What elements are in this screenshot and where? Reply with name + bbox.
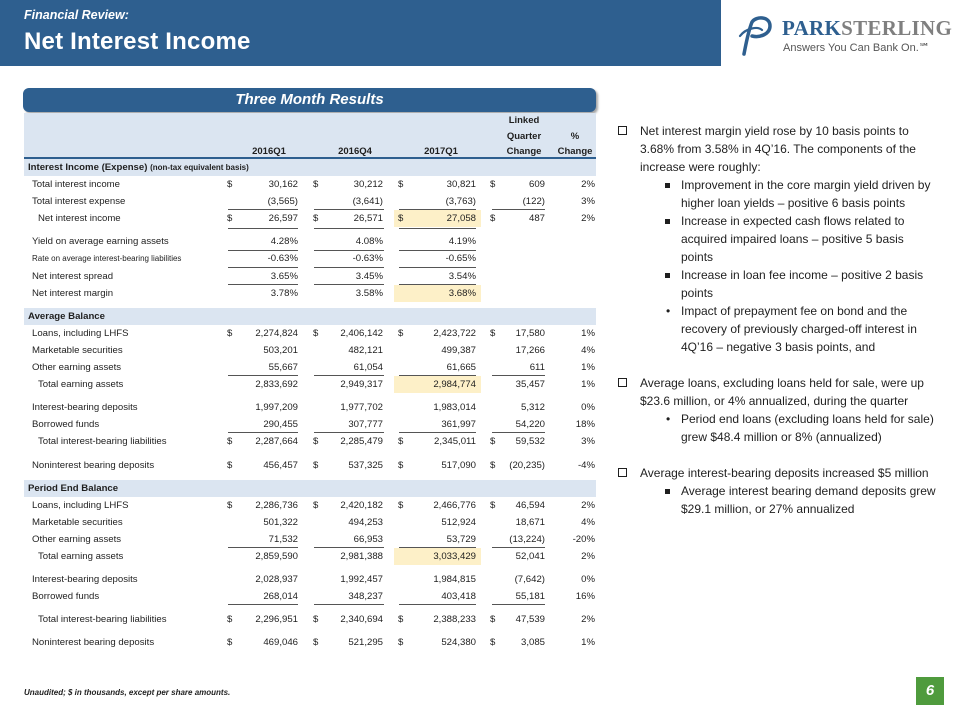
cell-change: 609 — [528, 179, 545, 191]
table-row — [24, 210, 596, 227]
table-row — [24, 548, 596, 565]
table-row — [24, 433, 596, 450]
dollar-sign: $ — [313, 327, 319, 339]
table-row — [24, 497, 596, 514]
cell-2017q1: 2,388,233 — [433, 614, 476, 626]
cell-pct-change: -20% — [572, 533, 595, 545]
square-bullet-icon — [665, 273, 670, 278]
bullet-text: Average interest-bearing deposits increased $5 million — [640, 466, 929, 480]
bullet-text: Improvement in the core margin yield driven by higher loan yields – positive 6 basis points — [681, 178, 931, 210]
row-label: Interest-bearing deposits — [32, 402, 138, 414]
dollar-sign: $ — [490, 436, 496, 448]
cell-2016q1: 2,859,590 — [255, 550, 298, 562]
cell-change: 3,085 — [520, 637, 545, 649]
table-row — [24, 342, 596, 359]
cell-2016q4: 30,212 — [353, 179, 383, 191]
cell-2016q4: 3.58% — [355, 287, 383, 299]
cell-change: 5,312 — [520, 402, 545, 414]
cell-2016q1: 501,322 — [263, 516, 298, 528]
section-interest-income — [24, 159, 596, 176]
dollar-sign: $ — [490, 614, 496, 626]
row-label: Loans, including LHFS — [32, 327, 129, 339]
cell-pct-change: 2% — [581, 550, 595, 562]
cell-2017q1: 3.68% — [448, 287, 476, 299]
cell-2016q1: 456,457 — [263, 459, 298, 471]
table-row — [24, 359, 596, 376]
cell-change: (7,642) — [514, 574, 545, 586]
col-header-pct: % — [570, 131, 580, 142]
dollar-sign: $ — [227, 213, 233, 225]
cell-2017q1: 53,729 — [446, 533, 476, 545]
cell-2016q1: 2,274,824 — [255, 327, 298, 339]
sub-bullet — [617, 266, 937, 302]
dollar-sign: $ — [227, 499, 233, 511]
cell-2017q1: 3.54% — [448, 270, 476, 282]
col-header-pct-change: Change — [557, 146, 593, 157]
cell-change: 59,532 — [515, 436, 545, 448]
cell-2016q1: 4.28% — [270, 236, 298, 248]
row-label: Total earning assets — [38, 550, 124, 562]
cell-2016q4: 2,949,317 — [340, 379, 383, 391]
cell-2016q1: 503,201 — [263, 344, 298, 356]
table-row — [24, 416, 596, 433]
section-subtitle: (non-tax equivalent basis) — [150, 163, 249, 172]
cell-2016q4: 26,571 — [353, 213, 383, 225]
bullet-text: Period end loans (excluding loans held for sale) grew $48.4 million or 8% (annualized) — [681, 412, 934, 444]
cell-pct-change: 3% — [581, 436, 595, 448]
company-logo — [734, 14, 953, 58]
dollar-sign: $ — [313, 459, 319, 471]
dot-bullet-icon: • — [666, 304, 671, 318]
cell-2016q4: 2,981,388 — [340, 550, 383, 562]
col-header-2016q1: 2016Q1 — [252, 146, 286, 157]
cell-pct-change: 0% — [581, 574, 595, 586]
dollar-sign: $ — [313, 213, 319, 225]
table-row — [24, 514, 596, 531]
cell-pct-change: -4% — [577, 459, 595, 471]
row-label: Total interest income — [32, 179, 120, 191]
cell-2016q1: 55,667 — [268, 362, 298, 374]
bullet-text: Net interest margin yield rose by 10 basis points to 3.68% from 3.58% in 4Q’16. The components of the increase were roughly: — [640, 124, 916, 174]
footnote: Unaudited; $ in thousands, except per share amounts. — [24, 688, 231, 697]
table-row — [24, 325, 596, 342]
square-bullet-icon — [665, 183, 670, 188]
cell-change: 35,457 — [515, 379, 545, 391]
row-label: Borrowed funds — [32, 591, 100, 603]
cell-2017q1: 30,821 — [446, 179, 476, 191]
table-row — [24, 611, 596, 628]
cell-2016q4: 2,406,142 — [340, 327, 383, 339]
dollar-sign: $ — [227, 327, 233, 339]
dollar-sign: $ — [313, 614, 319, 626]
table-row — [24, 588, 596, 605]
dollar-sign: $ — [490, 637, 496, 649]
cell-change: 17,580 — [515, 327, 545, 339]
cell-change: (122) — [522, 196, 545, 208]
cell-2016q1: 268,014 — [263, 591, 298, 603]
row-label: Total interest expense — [32, 196, 126, 208]
cell-change: (13,224) — [509, 533, 545, 545]
cell-2017q1: (3,763) — [445, 196, 476, 208]
cell-2016q4: 537,325 — [348, 459, 383, 471]
row-label: Noninterest bearing deposits — [32, 459, 155, 471]
dollar-sign: $ — [313, 436, 319, 448]
cell-pct-change: 4% — [581, 516, 595, 528]
table-row — [24, 634, 596, 651]
cell-2017q1: 512,924 — [441, 516, 476, 528]
cell-2016q4: -0.63% — [352, 253, 383, 265]
table-row — [24, 250, 596, 267]
table-row — [24, 376, 596, 393]
cell-change: 55,181 — [515, 591, 545, 603]
cell-2017q1: 4.19% — [448, 236, 476, 248]
dollar-sign: $ — [227, 436, 233, 448]
cell-change: 17,266 — [515, 344, 545, 356]
row-label: Noninterest bearing deposits — [32, 637, 155, 649]
cell-2016q1: 2,287,664 — [255, 436, 298, 448]
row-label: Total interest-bearing liabilities — [38, 614, 167, 626]
dollar-sign: $ — [313, 637, 319, 649]
bullet-text: Impact of prepayment fee on bond and the recovery of previously charged-off interest in 4Q’16 – negative 3 basis points, and — [681, 304, 917, 354]
checkbox-bullet-icon — [618, 378, 627, 387]
dollar-sign: $ — [227, 459, 233, 471]
square-bullet-icon — [665, 489, 670, 494]
cell-change: 487 — [528, 213, 545, 225]
table-header — [24, 113, 596, 159]
table-row — [24, 268, 596, 285]
cell-change: 47,539 — [515, 614, 545, 626]
row-label: Net interest margin — [32, 287, 114, 299]
row-label: Marketable securities — [32, 516, 123, 528]
cell-2016q4: 482,121 — [348, 344, 383, 356]
cell-change: 46,594 — [515, 499, 545, 511]
cell-pct-change: 2% — [581, 213, 595, 225]
bullet-text: Increase in expected cash flows related to acquired impaired loans – positive 5 basis points — [681, 214, 905, 264]
cell-2016q4: 307,777 — [348, 419, 383, 431]
bullet-text: Average interest bearing demand deposits grew $29.1 million, or 27% annualized — [681, 484, 936, 516]
sub-bullet — [617, 212, 937, 266]
results-banner: Three Month Results — [23, 88, 596, 112]
cell-2016q4: 2,340,694 — [340, 614, 383, 626]
sub-bullet — [617, 410, 937, 446]
bullet-deposits — [617, 464, 937, 482]
table-row — [24, 531, 596, 548]
cell-pct-change: 1% — [581, 379, 595, 391]
cell-2016q1: 469,046 — [263, 637, 298, 649]
header-subtitle: Financial Review: — [24, 8, 129, 22]
dollar-sign: $ — [490, 459, 496, 471]
section-period-end-balance — [24, 480, 596, 497]
row-label: Total earning assets — [38, 379, 124, 391]
row-label: Rate on average interest-bearing liabilities — [32, 254, 182, 264]
cell-pct-change: 1% — [581, 637, 595, 649]
row-label: Other earning assets — [32, 362, 122, 374]
dollar-sign: $ — [227, 637, 233, 649]
cell-2016q4: 1,992,457 — [340, 574, 383, 586]
cell-change: 611 — [529, 362, 545, 374]
cell-change: (20,235) — [509, 459, 545, 471]
bullet-text: Increase in loan fee income – positive 2 basis points — [681, 268, 924, 300]
cell-2016q4: (3,641) — [352, 196, 383, 208]
cell-2017q1: 517,090 — [441, 459, 476, 471]
row-label: Borrowed funds — [32, 419, 100, 431]
sub-bullet — [617, 482, 937, 518]
table-row — [24, 176, 596, 193]
cell-2017q1: 403,418 — [441, 591, 476, 603]
cell-2016q1: 26,597 — [268, 213, 298, 225]
row-label: Interest-bearing deposits — [32, 574, 138, 586]
dot-bullet-icon: • — [666, 412, 671, 426]
cell-2017q1: 361,997 — [441, 419, 476, 431]
cell-2016q4: 521,295 — [348, 637, 383, 649]
header-band — [0, 0, 721, 66]
financial-table — [24, 113, 596, 651]
table-row — [24, 285, 596, 302]
cell-2017q1: 2,345,011 — [434, 436, 476, 448]
sub-bullet — [617, 302, 937, 356]
cell-2016q4: 494,253 — [348, 516, 383, 528]
row-label: Total interest-bearing liabilities — [38, 436, 167, 448]
dollar-sign: $ — [490, 499, 496, 511]
cell-2016q1: 1,997,209 — [255, 402, 298, 414]
dollar-sign: $ — [313, 499, 319, 511]
cell-2017q1: 61,665 — [446, 362, 476, 374]
bullet-text: Average loans, excluding loans held for sale, were up $23.6 million, or 4% annualized, during the quarter — [640, 376, 924, 408]
dollar-sign: $ — [398, 436, 404, 448]
cell-2016q1: 3.78% — [270, 287, 298, 299]
checkbox-bullet-icon — [618, 468, 627, 477]
table-row — [24, 571, 596, 588]
cell-2017q1: 2,423,722 — [433, 327, 476, 339]
cell-2017q1: 2,466,776 — [433, 499, 476, 511]
table-row — [24, 193, 596, 210]
cell-2016q1: 3.65% — [270, 270, 298, 282]
dollar-sign: $ — [398, 179, 404, 191]
cell-2016q4: 4.08% — [355, 236, 383, 248]
cell-2016q4: 1,977,702 — [340, 402, 383, 414]
sub-bullet — [617, 176, 937, 212]
cell-pct-change: 1% — [581, 327, 595, 339]
row-label: Other earning assets — [32, 533, 122, 545]
dollar-sign: $ — [313, 179, 319, 191]
dollar-sign: $ — [398, 499, 404, 511]
checkbox-bullet-icon — [618, 126, 627, 135]
cell-2016q1: 2,833,692 — [255, 379, 298, 391]
row-label: Yield on average earning assets — [32, 236, 169, 248]
cell-pct-change: 2% — [581, 499, 595, 511]
cell-pct-change: 16% — [575, 591, 595, 603]
section-title: Period End Balance — [28, 482, 119, 494]
cell-2016q1: 30,162 — [268, 179, 298, 191]
cell-2016q1: 2,028,937 — [255, 574, 298, 586]
section-average-balance — [24, 308, 596, 325]
cell-2016q4: 348,237 — [348, 591, 383, 603]
dollar-sign: $ — [398, 213, 404, 225]
cell-2016q1: (3,565) — [267, 196, 298, 208]
dollar-sign: $ — [227, 179, 233, 191]
row-label: Net interest spread — [32, 270, 114, 282]
logo-name-sterling: STERLING — [841, 16, 953, 40]
dollar-sign: $ — [398, 327, 404, 339]
cell-2016q4: 2,285,479 — [340, 436, 383, 448]
col-header-quarter: Quarter — [506, 131, 542, 142]
logo-name — [782, 16, 952, 41]
dollar-sign: $ — [227, 614, 233, 626]
dollar-sign: $ — [490, 213, 496, 225]
table-row — [24, 399, 596, 416]
cell-pct-change: 2% — [581, 179, 595, 191]
cell-2016q4: 61,054 — [353, 362, 383, 374]
cell-change: 52,041 — [515, 550, 545, 562]
col-header-change: Change — [506, 146, 542, 157]
cell-pct-change: 3% — [581, 196, 595, 208]
logo-p-icon — [734, 14, 776, 58]
row-label: Loans, including LHFS — [32, 499, 129, 511]
cell-2017q1: 27,058 — [446, 213, 476, 225]
cell-2017q1: 2,984,774 — [433, 379, 476, 391]
col-header-2017q1: 2017Q1 — [424, 146, 458, 157]
cell-2016q1: -0.63% — [267, 253, 298, 265]
cell-2017q1: 3,033,429 — [433, 550, 476, 562]
cell-2016q1: 290,455 — [263, 419, 298, 431]
bullet-margin — [617, 122, 937, 176]
row-label: Net interest income — [38, 213, 121, 225]
commentary-bullets — [617, 122, 937, 518]
cell-2016q4: 66,953 — [353, 533, 383, 545]
section-label — [28, 159, 249, 176]
square-bullet-icon — [665, 219, 670, 224]
cell-pct-change: 18% — [575, 419, 595, 431]
logo-tagline: Answers You Can Bank On.℠ — [783, 42, 930, 54]
table-row — [24, 457, 596, 474]
table-row — [24, 233, 596, 250]
cell-pct-change: 4% — [581, 344, 595, 356]
logo-name-park: PARK — [782, 16, 842, 40]
cell-2016q4: 3.45% — [355, 270, 383, 282]
cell-2017q1: 1,983,014 — [433, 402, 476, 414]
section-title: Interest Income (Expense) — [28, 162, 148, 173]
cell-change: 18,671 — [515, 516, 545, 528]
dollar-sign: $ — [398, 614, 404, 626]
page-number: 6 — [916, 677, 944, 705]
bullet-average-loans — [617, 374, 937, 410]
col-header-linked: Linked — [508, 115, 540, 126]
page-title: Net Interest Income — [24, 28, 251, 55]
col-header-2016q4: 2016Q4 — [338, 146, 372, 157]
cell-2016q1: 2,286,736 — [255, 499, 298, 511]
cell-change: 54,220 — [515, 419, 545, 431]
cell-2017q1: -0.65% — [445, 253, 476, 265]
cell-2016q1: 2,296,951 — [255, 614, 298, 626]
row-label: Marketable securities — [32, 344, 123, 356]
section-title: Average Balance — [28, 310, 105, 322]
cell-2017q1: 499,387 — [441, 344, 476, 356]
cell-2017q1: 1,984,815 — [433, 574, 476, 586]
cell-2016q1: 71,532 — [268, 533, 298, 545]
dollar-sign: $ — [490, 327, 496, 339]
cell-2016q4: 2,420,182 — [340, 499, 383, 511]
cell-pct-change: 2% — [581, 614, 595, 626]
cell-pct-change: 0% — [581, 402, 595, 414]
cell-2017q1: 524,380 — [441, 637, 476, 649]
dollar-sign: $ — [398, 637, 404, 649]
cell-pct-change: 1% — [581, 362, 595, 374]
dollar-sign: $ — [398, 459, 404, 471]
dollar-sign: $ — [490, 179, 496, 191]
